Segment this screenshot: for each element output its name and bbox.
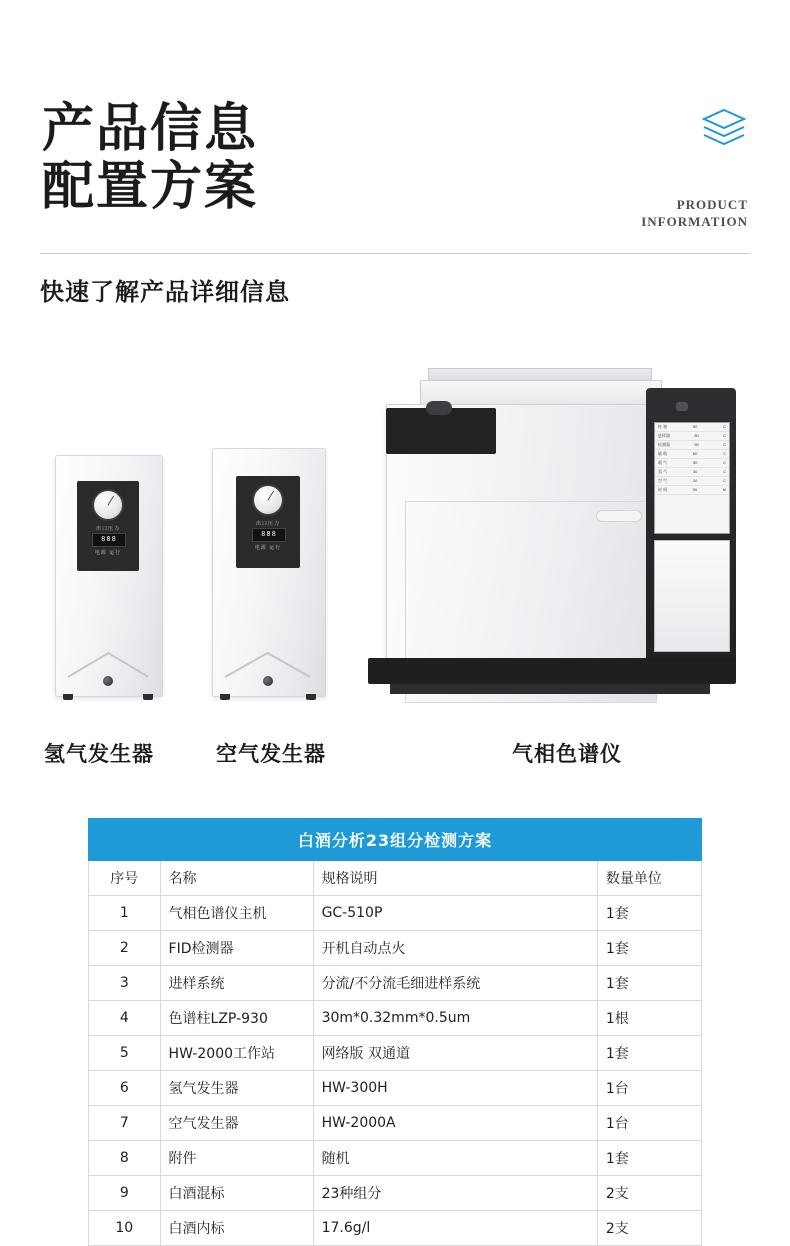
column-header-index: 序号: [89, 861, 161, 896]
hydrogen-panel-label-1: 出口压力: [95, 526, 120, 532]
gas-chromatograph-image: [368, 358, 748, 703]
gc-status-screen: [654, 422, 730, 534]
cell-qty: 1台: [597, 1106, 701, 1141]
gc-screen-row: 时 间 00 M: [655, 486, 729, 495]
page-title-line-2: 配置方案: [42, 157, 259, 217]
cell-name: 进样系统: [160, 966, 313, 1001]
hydrogen-generator-control-panel: [77, 481, 139, 571]
cell-name: 白酒混标: [160, 1176, 313, 1211]
gc-base-shadow: [390, 684, 710, 694]
cell-name: 空气发生器: [160, 1106, 313, 1141]
gc-control-tower: [646, 388, 736, 663]
power-indicator-icon: [676, 402, 688, 411]
air-generator-knob: [263, 676, 273, 686]
cell-qty: 1根: [597, 1001, 701, 1036]
cell-qty: 1台: [597, 1071, 701, 1106]
cell-spec: 分流/不分流毛细进样系统: [313, 966, 597, 1001]
cell-name: 白酒内标: [160, 1211, 313, 1246]
hydrogen-generator-foot-right: [143, 694, 153, 700]
cell-index: 2: [89, 931, 161, 966]
hydrogen-generator-knob: [103, 676, 113, 686]
cell-name: 氢气发生器: [160, 1071, 313, 1106]
gc-screen-row: 检测器 90 C: [655, 441, 729, 450]
cell-index: 8: [89, 1141, 161, 1176]
configuration-table: [88, 818, 702, 1246]
cell-spec: 随机: [313, 1141, 597, 1176]
english-label-line-1: PRODUCT: [676, 197, 748, 212]
cell-qty: 1套: [597, 931, 701, 966]
page-subtitle: 快速了解产品详细信息: [40, 277, 290, 306]
cell-qty: 1套: [597, 1141, 701, 1176]
cell-qty: 1套: [597, 966, 701, 1001]
cell-name: 附件: [160, 1141, 313, 1176]
table-row: [89, 966, 702, 1001]
cell-spec: 17.6g/l: [313, 1211, 597, 1246]
table-banner-title: 白酒分析23组分检测方案: [89, 819, 702, 861]
cell-spec: HW-2000A: [313, 1106, 597, 1141]
cell-name: FID检测器: [160, 931, 313, 966]
cell-index: 4: [89, 1001, 161, 1036]
cell-index: 6: [89, 1071, 161, 1106]
page-title-line-1: 产品信息: [42, 99, 259, 159]
table-row: [89, 896, 702, 931]
cell-index: 5: [89, 1036, 161, 1071]
pressure-gauge-icon: [252, 484, 284, 516]
hydrogen-generator-image: [55, 455, 161, 695]
header-divider: [40, 253, 750, 254]
product-image-group: [0, 340, 790, 790]
page-title: [42, 100, 258, 216]
table-banner-row: [89, 819, 702, 861]
page-header: [0, 0, 790, 330]
cell-spec: 网络版 双通道: [313, 1036, 597, 1071]
gc-screen-row: 辅 助 60 C: [655, 450, 729, 459]
hydrogen-panel-label-2: 电源 运行: [94, 550, 122, 556]
gc-injector-block: [386, 408, 496, 454]
table-row: [89, 1106, 702, 1141]
table-row: [89, 1211, 702, 1246]
hydrogen-generator-display: 888: [92, 533, 126, 547]
air-generator-vent: [225, 651, 310, 679]
stacked-layers-icon: [702, 108, 746, 148]
cell-index: 10: [89, 1211, 161, 1246]
air-panel-label-1: 出口压力: [255, 521, 280, 527]
cell-name: 色谱柱LZP-930: [160, 1001, 313, 1036]
cell-index: 7: [89, 1106, 161, 1141]
english-label-line-2: INFORMATION: [641, 214, 748, 229]
gc-screen-row: 氢 气 30 C: [655, 468, 729, 477]
configuration-table-element: [88, 818, 702, 1246]
gc-injector-dial: [426, 401, 452, 415]
cell-spec: 开机自动点火: [313, 931, 597, 966]
pressure-gauge-icon: [92, 489, 124, 521]
gc-screen-row: 空 气 30 C: [655, 477, 729, 486]
cell-qty: 2支: [597, 1176, 701, 1211]
cell-spec: 30m*0.32mm*0.5um: [313, 1001, 597, 1036]
cell-index: 9: [89, 1176, 161, 1211]
cell-qty: 2支: [597, 1211, 701, 1246]
table-header-row: [89, 861, 702, 896]
gc-screen-row: 进样器 80 C: [655, 432, 729, 441]
hydrogen-generator-vent: [68, 651, 149, 679]
air-panel-label-2: 电源 运行: [254, 545, 282, 551]
table-row: [89, 1036, 702, 1071]
cell-index: 1: [89, 896, 161, 931]
table-row: [89, 931, 702, 966]
gc-base: [368, 658, 736, 684]
air-generator-control-panel: [236, 476, 300, 568]
cell-spec: GC-510P: [313, 896, 597, 931]
table-row: [89, 1001, 702, 1036]
caption-air-generator: 空气发生器: [216, 742, 326, 766]
hydrogen-generator-foot-left: [63, 694, 73, 700]
english-label: [641, 196, 748, 230]
cell-spec: HW-300H: [313, 1071, 597, 1106]
air-generator-foot-left: [220, 694, 230, 700]
cell-qty: 1套: [597, 896, 701, 931]
caption-gas-chromatograph: 气相色谱仪: [512, 742, 622, 766]
table-row: [89, 1176, 702, 1211]
gc-lower-panel: [654, 540, 730, 652]
table-row: [89, 1071, 702, 1106]
air-generator-display: 888: [252, 528, 286, 542]
table-row: [89, 1141, 702, 1176]
cell-qty: 1套: [597, 1036, 701, 1071]
air-generator-image: [212, 448, 324, 695]
column-header-spec: 规格说明: [313, 861, 597, 896]
column-header-qty: 数量单位: [597, 861, 701, 896]
gc-oven-handle: [596, 510, 642, 522]
gc-screen-row: 柱 箱 50 C: [655, 423, 729, 432]
caption-hydrogen-generator: 氢气发生器: [44, 742, 154, 766]
cell-name: 气相色谱仪主机: [160, 896, 313, 931]
air-generator-foot-right: [306, 694, 316, 700]
gc-screen-row: 载 气 30 C: [655, 459, 729, 468]
cell-spec: 23种组分: [313, 1176, 597, 1211]
cell-name: HW-2000工作站: [160, 1036, 313, 1071]
column-header-name: 名称: [160, 861, 313, 896]
cell-index: 3: [89, 966, 161, 1001]
